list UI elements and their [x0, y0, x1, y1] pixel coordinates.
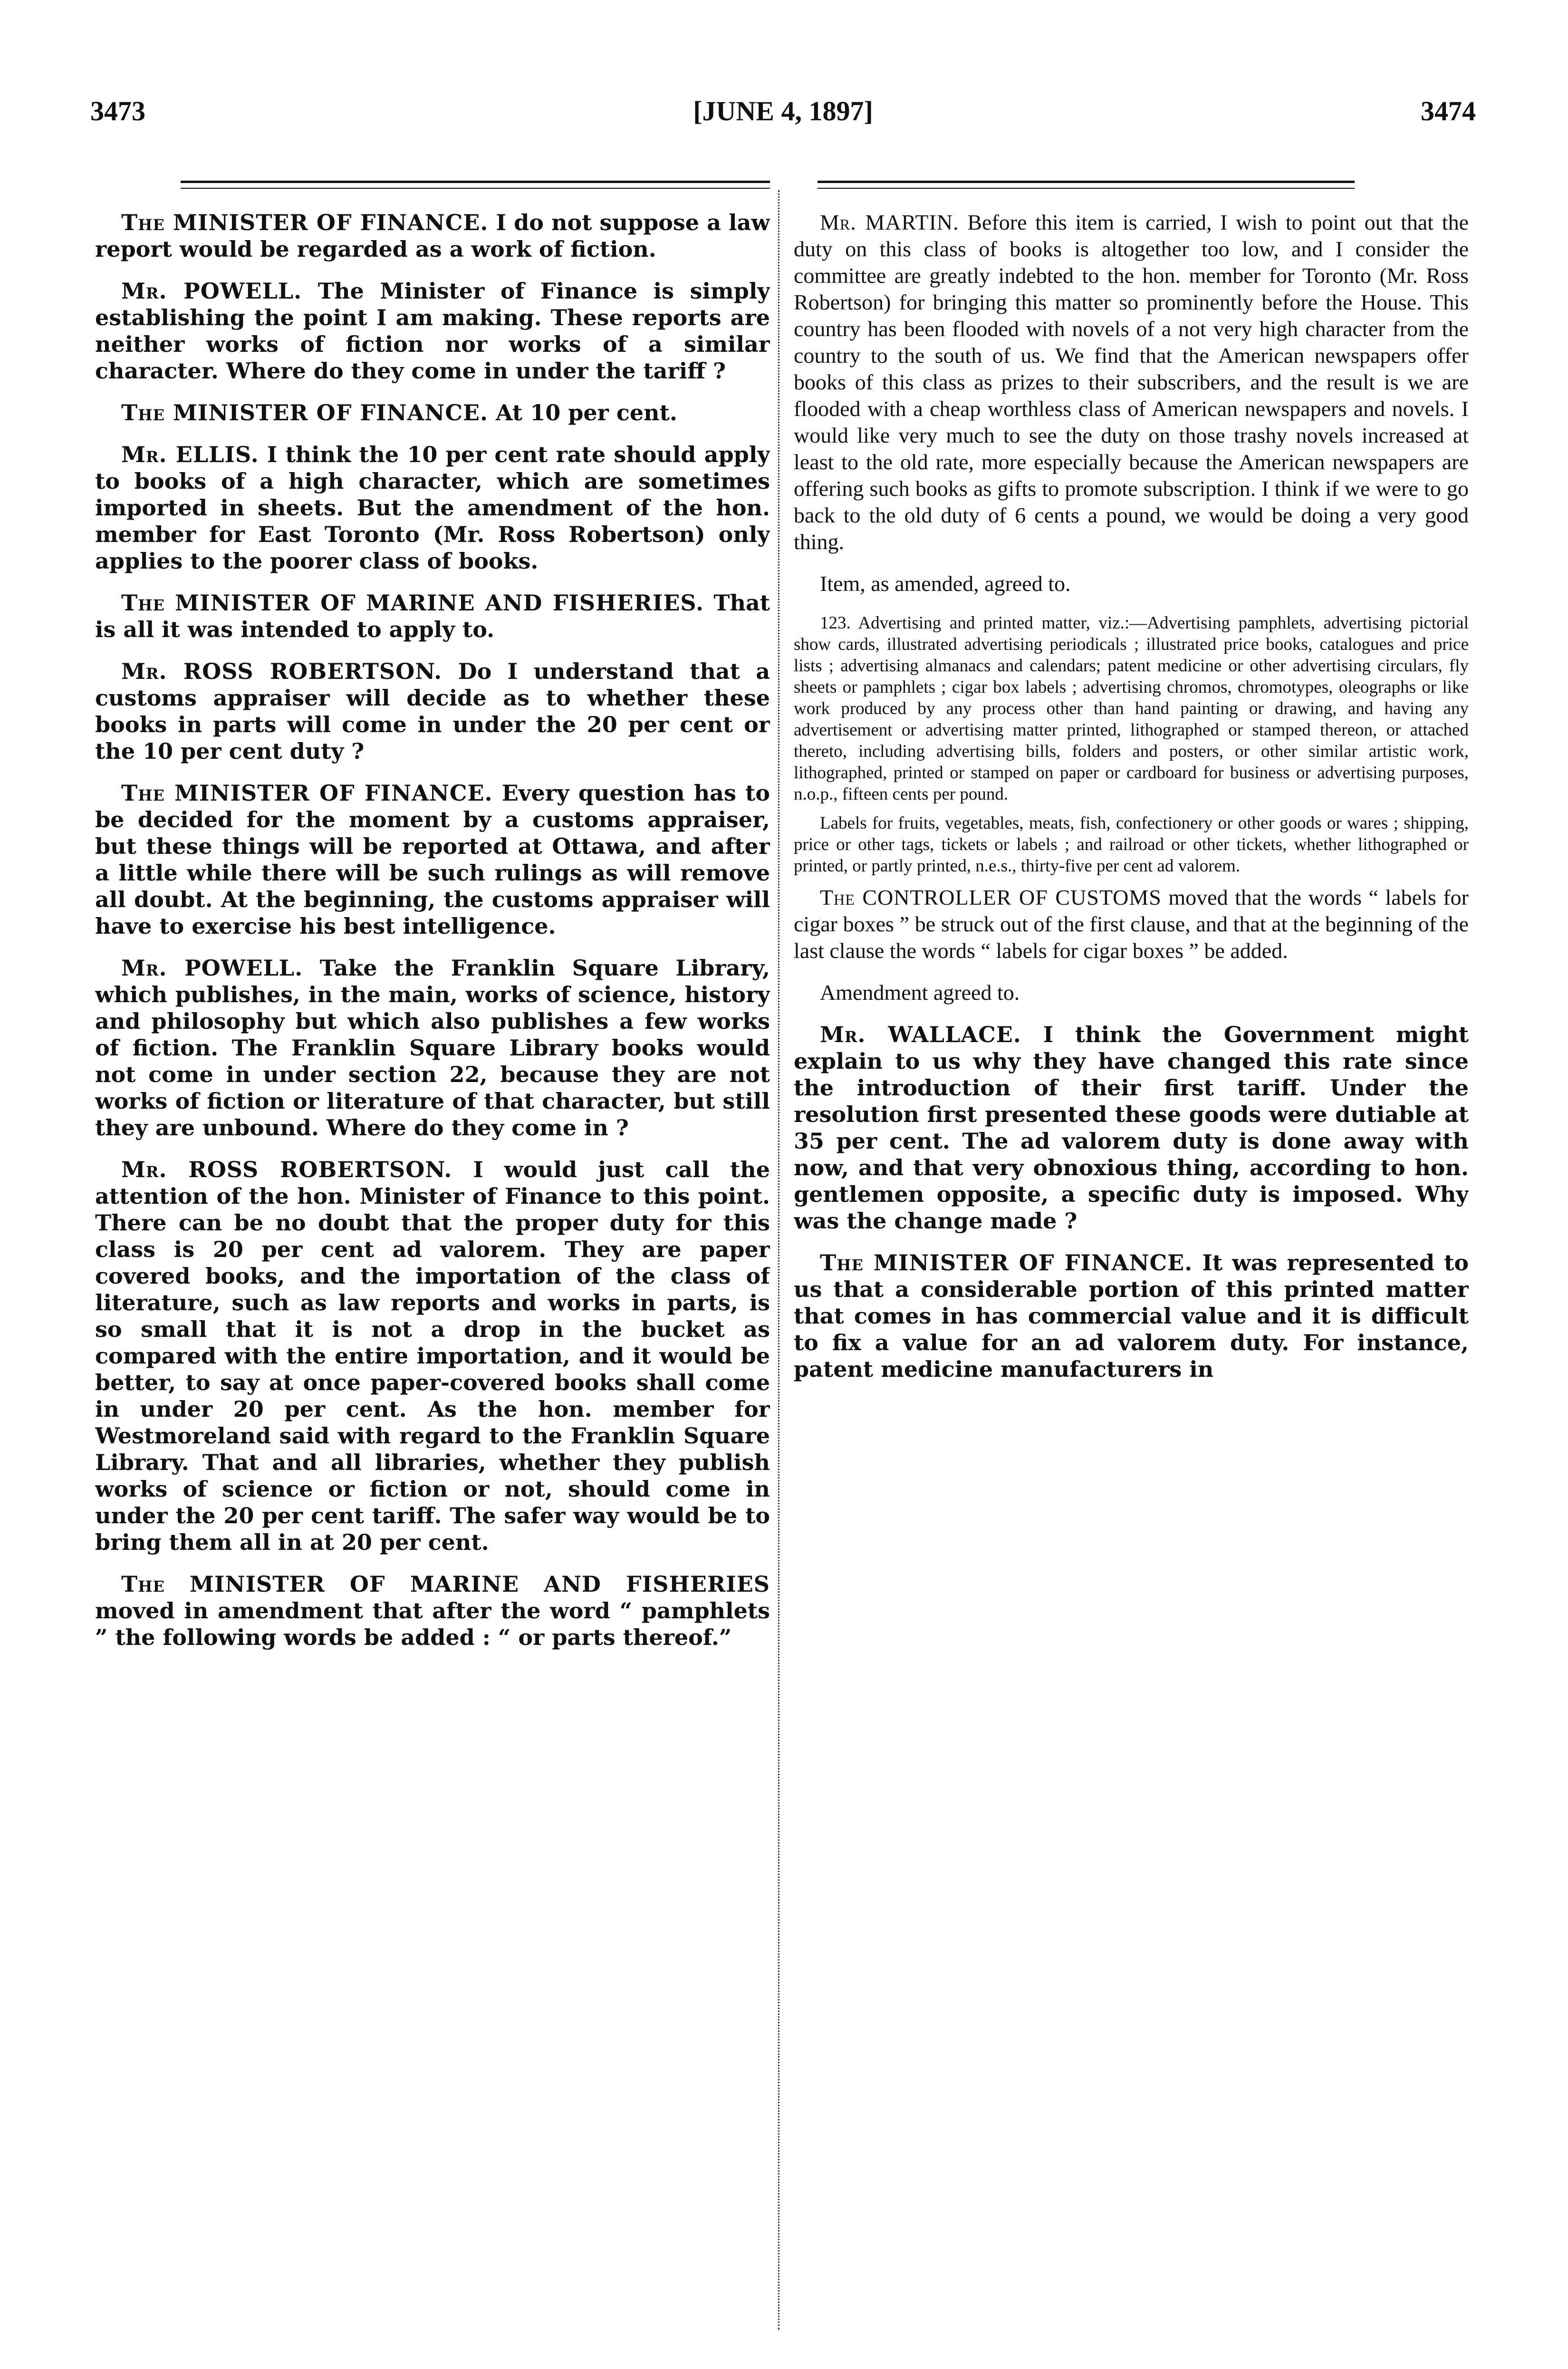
speaker-name: Mr. MARTIN.: [820, 210, 959, 234]
page-header: [90, 95, 1476, 138]
paragraph-text: Do I understand that a customs appraiser will decide as to whether these books in parts will come in under the 20 per cent or the 10 per cent duty ?: [95, 658, 770, 764]
paragraph: [95, 658, 770, 764]
speaker-name: Mr. POWELL.: [121, 278, 302, 304]
paragraph: [95, 1571, 770, 1651]
speaker-name: The MINISTER OF FINANCE.: [121, 400, 489, 425]
paragraph-text: Labels for fruits, vegetables, meats, fish, confectionery or other goods or wares ; shipping, price or other tags, tickets or labels ; and railroad or other tickets, whether lithographed or printed, or partly printed, n.e.s., thirty-five per cent ad valorem.: [794, 813, 1469, 876]
header-rule-right-thin: [818, 188, 1355, 189]
header-rule-right: [818, 181, 1355, 183]
speaker-name: The MINISTER OF MARINE AND FISHERIES.: [121, 590, 704, 616]
speaker-name: Mr. ROSS ROBERTSON.: [121, 658, 443, 684]
paragraph-text: Every question has to be decided for the moment by a customs appraiser, but these things will be reported at Ottawa, and after a little while there will be such rulings as will remove all doubt. At the beginning, the customs appraiser will have to exercise his best intelligence.: [95, 780, 770, 939]
column-divider: [778, 190, 779, 2330]
speaker-name: Mr. POWELL.: [121, 955, 303, 981]
speaker-name: Mr. WALLACE.: [820, 1022, 1021, 1047]
paragraph: [794, 1249, 1469, 1383]
paragraph-text: Item, as amended, agreed to.: [820, 571, 1071, 596]
paragraph: [794, 570, 1469, 597]
paragraph-text: I think the 10 per cent rate should apply to books of a high character, which are sometimes imported in sheets. But the amendment of the hon. member for East Toronto (Mr. Ross Robertson) only applies to the poorer class of books.: [95, 442, 770, 574]
paragraph: [794, 1021, 1469, 1234]
paragraph-text: That is all it was intended to apply to.: [95, 590, 770, 642]
paragraph-text: At 10 per cent.: [496, 400, 677, 425]
paragraph-text: It was represented to us that a considerable portion of this printed matter that comes in has commercial value and it is difficult to fix a value for an ad valorem duty. For instance, patent medicine manufacturers in: [794, 1250, 1469, 1382]
tariff-item: [794, 812, 1469, 877]
paragraph: [95, 1156, 770, 1556]
paragraph: [95, 278, 770, 384]
paragraph: [95, 441, 770, 574]
paragraph-text: Amendment agreed to.: [820, 980, 1020, 1005]
paragraph-text: The Minister of Finance is simply establishing the point I am making. These reports are neither works of fiction nor works of a similar character. Where do they come in under the tariff ?: [95, 278, 770, 384]
speaker-name: Mr. ROSS ROBERTSON.: [121, 1157, 452, 1182]
paragraph: [794, 884, 1469, 964]
tariff-item: [794, 612, 1469, 805]
paragraph: [95, 780, 770, 939]
paragraph: [794, 209, 1469, 555]
speaker-name: The CONTROLLER OF CUSTOMS: [820, 885, 1162, 909]
speaker-name: The MINISTER OF FINANCE.: [820, 1250, 1193, 1276]
paragraph-text: I would just call the attention of the hon. Minister of Finance to this point. There can be no doubt that the proper duty for this class is 20 per cent ad valorem. They are paper covered books, and the importation of the class of literature, such as law reports and works in parts, is so small that it is not a drop in the bucket as compared with the entire importation, and it would be better, to say at once paper-covered books shall come in under 20 per cent. As the hon. member for Westmoreland said with regard to the Franklin Square Library. That and all libraries, whether they publish works of science or fiction or not, should come in under the 20 per cent tariff. The safer way would be to bring them all in at 20 per cent.: [95, 1157, 770, 1555]
page-number-right: 3474: [1421, 96, 1476, 126]
paragraph-text: Before this item is carried, I wish to point out that the duty on this class of books is altogether too low, and I consider the committee are greatly indebted to the hon. member for Toronto (Mr. Ross Robertson) for bringing this matter so prominently before the House. This country has been flooded with novels of a not very high character from the country to the south of us. We find that the American newspapers offer books of this class as prizes to their subscribers, and the result is we are flooded with a cheap worthless class of American newspapers and novels. I would like very much to see the duty on those trashy novels increased at least to the old rate, more especially because the American newspapers are offering such books as gifts to promote subscription. I think if we were to go back to the old duty of 6 cents a pound, we would be doing a very good thing.: [794, 210, 1469, 554]
paragraph: [95, 209, 770, 262]
paragraph: [95, 590, 770, 643]
speaker-name: The MINISTER OF MARINE AND FISHERIES: [121, 1571, 770, 1597]
paragraph: [95, 399, 770, 426]
paragraph-text: 123. Advertising and printed matter, viz.:—Advertising pamphlets, advertising pictorial show cards, illustrated advertising periodicals ; illustrated price books, catalogues and price lists ; advertising almanacs and calendars; patent medicine or other advertising circulars, fly sheets or pamphlets ; cigar box labels ; advertising chromos, chromotypes, oleographs or like work produced by any process other than hand painting or drawing, and having any advertisement or advertising matter printed, lithographed or stamped thereon, or attached thereto, including advertising bills, folders and posters, or other similar artistic work, lithographed, printed or stamped on paper or cardboard for business or advertising purposes, n.o.p., fifteen cents per pound.: [794, 613, 1469, 804]
header-rule-left-thin: [181, 188, 770, 189]
page-date: [JUNE 4, 1897]: [693, 96, 873, 126]
paragraph: [95, 955, 770, 1141]
left-column: [95, 209, 770, 2330]
paragraph: [794, 979, 1469, 1006]
speaker-name: Mr. ELLIS.: [121, 442, 259, 467]
speaker-name: The MINISTER OF FINANCE.: [121, 210, 489, 235]
paragraph-text: I think the Government might explain to us why they have changed this rate since the introduction of their first tariff. Under the resolution first presented these goods were dutiable at 35 per cent. The ad valorem duty is done away with now, and that very obnoxious thing, according to hon. gentlemen opposite, a specific duty is imposed. Why was the change made ?: [794, 1022, 1469, 1234]
page-number-left: 3473: [90, 96, 145, 126]
right-column: [794, 209, 1469, 2330]
speaker-name: The MINISTER OF FINANCE.: [121, 780, 493, 806]
header-rule-left: [181, 181, 770, 183]
paragraph-text: moved that the words “ labels for cigar boxes ” be struck out of the first clause, and that at the beginning of the last clause the words “ labels for cigar boxes ” be added.: [794, 885, 1469, 963]
paragraph-text: I do not suppose a law report would be regarded as a work of fiction.: [95, 210, 770, 262]
paragraph-text: moved in amendment that after the word “ pamphlets ” the following words be added : “ or parts thereof.”: [95, 1598, 770, 1650]
paragraph-text: Take the Franklin Square Library, which publishes, in the main, works of science, history and philosophy but which also publishes a few works of fiction. The Franklin Square Library books would not come in under section 22, because they are not works of fiction or literature of that character, but still they are unbound. Where do they come in ?: [95, 955, 770, 1141]
